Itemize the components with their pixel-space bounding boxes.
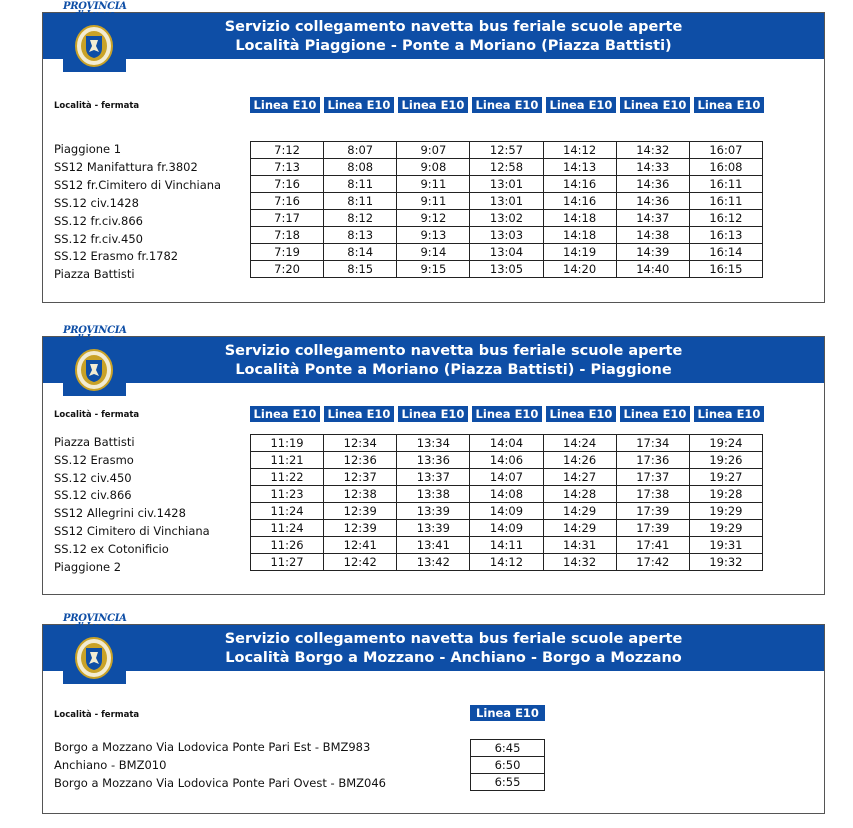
time-cell: 8:08 — [324, 159, 397, 176]
line-header: Linea E10 — [546, 97, 616, 113]
time-cell: 14:16 — [543, 193, 616, 210]
time-cell: 16:12 — [689, 210, 762, 227]
time-cell: 14:37 — [616, 210, 689, 227]
stop-name: Piaggione 2 — [54, 560, 122, 574]
timetable-panel-ponte-piaggione — [42, 325, 825, 595]
time-cell: 17:37 — [616, 469, 689, 486]
time-cell: 16:07 — [689, 142, 762, 159]
stop-name: SS.12 civ.450 — [54, 471, 132, 485]
stop-name: Borgo a Mozzano Via Lodovica Ponte Pari Est - BMZ983 — [54, 740, 371, 754]
line-header: Linea E10 — [694, 406, 764, 422]
time-cell: 8:13 — [324, 227, 397, 244]
panel-title-line2: Località Piaggione - Ponte a Moriano (Piazza Battisti) — [235, 38, 672, 54]
stop-name: SS.12 ex Cotonificio — [54, 542, 169, 556]
time-cell: 13:05 — [470, 261, 543, 278]
time-cell: 7:12 — [251, 142, 324, 159]
time-cell: 17:42 — [616, 554, 689, 571]
time-cell: 19:27 — [689, 469, 762, 486]
provincia-lucca-logo — [63, 2, 126, 73]
time-cell: 14:20 — [543, 261, 616, 278]
time-cell: 12:41 — [324, 537, 397, 554]
time-cell: 13:01 — [470, 176, 543, 193]
time-cell: 14:18 — [543, 210, 616, 227]
stop-name: SS12 Allegrini civ.1428 — [54, 506, 186, 520]
time-cell: 14:24 — [543, 435, 616, 452]
time-cell: 19:32 — [689, 554, 762, 571]
time-cell: 13:39 — [397, 503, 470, 520]
time-cell: 14:12 — [543, 142, 616, 159]
time-cell: 8:12 — [324, 210, 397, 227]
time-cell: 9:11 — [397, 193, 470, 210]
time-cell: 11:19 — [251, 435, 324, 452]
time-cell: 13:34 — [397, 435, 470, 452]
time-cell: 9:08 — [397, 159, 470, 176]
line-header: Linea E10 — [324, 406, 394, 422]
time-cell: 14:06 — [470, 452, 543, 469]
logo-line1: PROVINCIA — [63, 325, 127, 336]
line-header: Linea E10 — [250, 97, 320, 113]
logo-line2: di Lucca — [74, 622, 115, 632]
time-cell: 6:50 — [471, 757, 545, 774]
time-cell: 11:26 — [251, 537, 324, 554]
time-cell: 14:29 — [543, 503, 616, 520]
time-cell: 13:04 — [470, 244, 543, 261]
time-cell: 7:13 — [251, 159, 324, 176]
panel-banner — [43, 10, 824, 59]
time-cell: 6:55 — [471, 774, 545, 791]
table-row — [251, 486, 763, 503]
time-cell: 11:24 — [251, 503, 324, 520]
time-cell: 9:13 — [397, 227, 470, 244]
coat-of-arms-icon — [74, 348, 114, 392]
time-cell: 14:36 — [616, 176, 689, 193]
line-header: Linea E10 — [398, 406, 468, 422]
time-cell: 14:08 — [470, 486, 543, 503]
time-cell: 9:11 — [397, 176, 470, 193]
time-cell: 12:58 — [470, 159, 543, 176]
time-cell: 17:39 — [616, 520, 689, 537]
stop-name: SS.12 civ.866 — [54, 488, 132, 502]
table-row — [471, 740, 545, 757]
time-cell: 14:09 — [470, 503, 543, 520]
time-cell: 14:11 — [470, 537, 543, 554]
logo-plate — [63, 20, 126, 72]
coat-of-arms-icon — [74, 636, 114, 680]
table-row — [471, 774, 545, 791]
stop-name: Anchiano - BMZ010 — [54, 758, 167, 772]
logo-line2: di Lucca — [74, 10, 115, 20]
time-cell: 16:11 — [689, 176, 762, 193]
provincia-lucca-logo — [63, 614, 126, 685]
line-header: Linea E10 — [472, 97, 542, 113]
time-cell: 11:24 — [251, 520, 324, 537]
time-cell: 14:36 — [616, 193, 689, 210]
provincia-lucca-logo — [63, 326, 126, 397]
panel-title-line1: Servizio collegamento navetta bus feriale scuole aperte — [224, 631, 683, 647]
time-cell: 14:07 — [470, 469, 543, 486]
time-cell: 14:32 — [616, 142, 689, 159]
time-cell: 16:08 — [689, 159, 762, 176]
stop-column-header: Località - fermata — [54, 410, 140, 420]
line-header: Linea E10 — [472, 406, 542, 422]
logo-line2: di Lucca — [74, 334, 115, 344]
time-cell: 8:15 — [324, 261, 397, 278]
time-cell: 14:04 — [470, 435, 543, 452]
panel-title-line2: Località Ponte a Moriano (Piazza Battisti) - Piaggione — [235, 362, 672, 378]
time-cell: 14:09 — [470, 520, 543, 537]
table-row — [251, 244, 763, 261]
time-cell: 16:14 — [689, 244, 762, 261]
line-header: Linea E10 — [470, 705, 545, 721]
time-cell: 8:11 — [324, 193, 397, 210]
time-cell: 12:37 — [324, 469, 397, 486]
time-cell: 12:39 — [324, 503, 397, 520]
time-cell: 14:28 — [543, 486, 616, 503]
stop-name: SS12 Manifattura fr.3802 — [54, 160, 198, 174]
time-cell: 11:21 — [251, 452, 324, 469]
timetable-grid — [250, 141, 763, 278]
time-cell: 13:42 — [397, 554, 470, 571]
time-cell: 13:01 — [470, 193, 543, 210]
time-cell: 7:17 — [251, 210, 324, 227]
time-cell: 14:40 — [616, 261, 689, 278]
panel-banner — [43, 334, 824, 383]
time-cell: 11:27 — [251, 554, 324, 571]
time-cell: 14:27 — [543, 469, 616, 486]
timetable-grid — [470, 739, 545, 791]
time-cell: 11:22 — [251, 469, 324, 486]
line-header: Linea E10 — [620, 97, 690, 113]
coat-of-arms-icon — [74, 24, 114, 68]
table-row — [251, 554, 763, 571]
table-row — [251, 537, 763, 554]
stop-name: Piazza Battisti — [54, 267, 135, 281]
panel-title-line2: Località Borgo a Mozzano - Anchiano - Borgo a Mozzano — [225, 650, 682, 666]
time-cell: 12:42 — [324, 554, 397, 571]
line-header: Linea E10 — [250, 406, 320, 422]
time-cell: 11:23 — [251, 486, 324, 503]
stop-name: Piaggione 1 — [54, 142, 122, 156]
line-header: Linea E10 — [324, 97, 394, 113]
time-cell: 17:41 — [616, 537, 689, 554]
time-cell: 14:33 — [616, 159, 689, 176]
time-cell: 13:39 — [397, 520, 470, 537]
time-cell: 13:37 — [397, 469, 470, 486]
panel-banner — [43, 622, 824, 671]
logo-line1: PROVINCIA — [63, 613, 127, 624]
time-cell: 12:34 — [324, 435, 397, 452]
timetable-panel-borgo-anchiano — [42, 613, 825, 814]
table-row — [251, 142, 763, 159]
stop-name: SS.12 fr.civ.866 — [54, 214, 143, 228]
time-cell: 14:16 — [543, 176, 616, 193]
time-cell: 19:31 — [689, 537, 762, 554]
panel-title-line1: Servizio collegamento navetta bus feriale scuole aperte — [224, 343, 683, 359]
time-cell: 9:07 — [397, 142, 470, 159]
time-cell: 13:36 — [397, 452, 470, 469]
panel-title-line1: Servizio collegamento navetta bus feriale scuole aperte — [224, 19, 683, 35]
time-cell: 17:39 — [616, 503, 689, 520]
time-cell: 14:13 — [543, 159, 616, 176]
line-header: Linea E10 — [694, 97, 764, 113]
logo-plate — [63, 344, 126, 396]
timetable-grid — [250, 434, 763, 571]
time-cell: 17:34 — [616, 435, 689, 452]
table-row — [251, 435, 763, 452]
line-header: Linea E10 — [620, 406, 690, 422]
stop-name: Piazza Battisti — [54, 435, 135, 449]
table-row — [251, 503, 763, 520]
time-cell: 12:36 — [324, 452, 397, 469]
logo-plate — [63, 632, 126, 684]
time-cell: 16:13 — [689, 227, 762, 244]
time-cell: 16:15 — [689, 261, 762, 278]
stop-name: SS.12 Erasmo — [54, 453, 134, 467]
time-cell: 7:20 — [251, 261, 324, 278]
table-row — [251, 159, 763, 176]
table-row — [251, 227, 763, 244]
table-row — [471, 757, 545, 774]
timetable-panel-piaggione-ponte — [42, 1, 825, 303]
time-cell: 14:19 — [543, 244, 616, 261]
time-cell: 14:29 — [543, 520, 616, 537]
time-cell: 7:16 — [251, 193, 324, 210]
stop-name: Borgo a Mozzano Via Lodovica Ponte Pari Ovest - BMZ046 — [54, 776, 386, 790]
time-cell: 13:41 — [397, 537, 470, 554]
time-cell: 14:39 — [616, 244, 689, 261]
time-cell: 9:15 — [397, 261, 470, 278]
stop-name: SS12 fr.Cimitero di Vinchiana — [54, 178, 222, 192]
table-row — [251, 261, 763, 278]
time-cell: 19:29 — [689, 520, 762, 537]
stop-name: SS.12 civ.1428 — [54, 196, 139, 210]
time-cell: 14:38 — [616, 227, 689, 244]
time-cell: 13:03 — [470, 227, 543, 244]
time-cell: 16:11 — [689, 193, 762, 210]
time-cell: 17:36 — [616, 452, 689, 469]
time-cell: 13:38 — [397, 486, 470, 503]
time-cell: 7:16 — [251, 176, 324, 193]
logo-line1: PROVINCIA — [63, 1, 127, 12]
time-cell: 14:18 — [543, 227, 616, 244]
time-cell: 14:31 — [543, 537, 616, 554]
time-cell: 19:29 — [689, 503, 762, 520]
time-cell: 19:24 — [689, 435, 762, 452]
time-cell: 17:38 — [616, 486, 689, 503]
time-cell: 6:45 — [471, 740, 545, 757]
table-row — [251, 520, 763, 537]
table-row — [251, 210, 763, 227]
line-header: Linea E10 — [546, 406, 616, 422]
time-cell: 9:14 — [397, 244, 470, 261]
time-cell: 19:26 — [689, 452, 762, 469]
table-row — [251, 469, 763, 486]
stop-column-header: Località - fermata — [54, 710, 140, 720]
time-cell: 9:12 — [397, 210, 470, 227]
time-cell: 12:57 — [470, 142, 543, 159]
stop-column-header: Località - fermata — [54, 101, 140, 111]
time-cell: 19:28 — [689, 486, 762, 503]
time-cell: 7:19 — [251, 244, 324, 261]
stop-name: SS.12 Erasmo fr.1782 — [54, 249, 179, 263]
table-row — [251, 193, 763, 210]
table-row — [251, 176, 763, 193]
table-row — [251, 452, 763, 469]
time-cell: 8:14 — [324, 244, 397, 261]
time-cell: 8:11 — [324, 176, 397, 193]
stop-name: SS.12 fr.civ.450 — [54, 232, 143, 246]
time-cell: 8:07 — [324, 142, 397, 159]
stop-name: SS12 Cimitero di Vinchiana — [54, 524, 210, 538]
time-cell: 14:26 — [543, 452, 616, 469]
time-cell: 13:02 — [470, 210, 543, 227]
time-cell: 14:32 — [543, 554, 616, 571]
line-header: Linea E10 — [398, 97, 468, 113]
time-cell: 14:12 — [470, 554, 543, 571]
time-cell: 7:18 — [251, 227, 324, 244]
time-cell: 12:39 — [324, 520, 397, 537]
time-cell: 12:38 — [324, 486, 397, 503]
